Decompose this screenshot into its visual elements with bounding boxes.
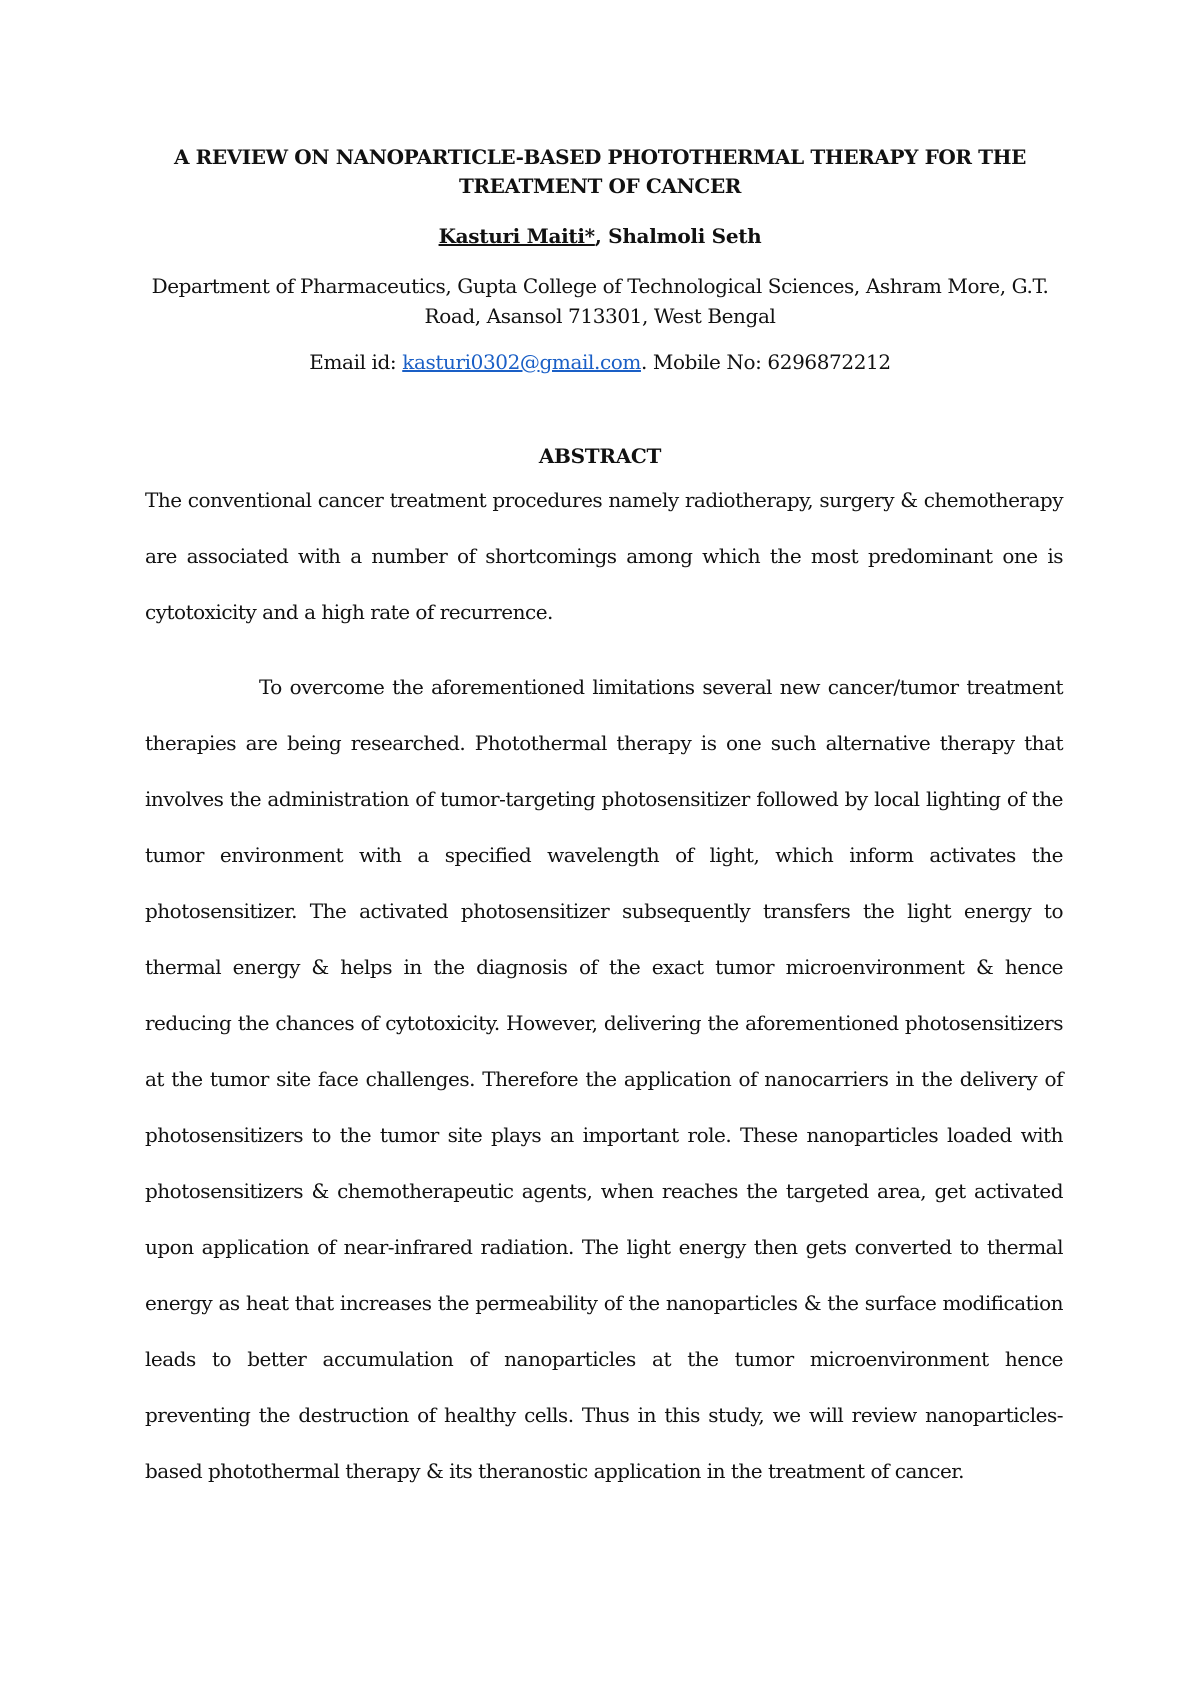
abstract-paragraph-1: The conventional cancer treatment procedures namely radiotherapy, surgery & chemotherapy are associated with a number of shortcomings among which the most predominant one is cytotoxicity and a high rate of recurrence. xyxy=(145,488,1063,624)
email-label: Email id: xyxy=(309,350,403,374)
mobile-info: . Mobile No: 6296872212 xyxy=(640,350,891,374)
paper-title: A REVIEW ON NANOPARTICLE-BASED PHOTOTHERMAL THERAPY FOR THE TREATMENT OF CANCER xyxy=(173,145,1027,198)
coauthor: Shalmoli Seth xyxy=(608,224,762,248)
contact-line xyxy=(130,348,1070,376)
affiliation: Department of Pharmaceutics, Gupta College of Technological Sciences, Ashram More, G.T. Road, Asansol 713301, West Bengal xyxy=(151,274,1049,328)
email-link[interactable]: kasturi0302@gmail.com xyxy=(402,350,641,374)
abstract-heading: ABSTRACT xyxy=(538,444,662,468)
author-line xyxy=(130,222,1070,250)
abstract-paragraph-2: To overcome the aforementioned limitations several new cancer/tumor treatment therapies are being researched. Photothermal therapy is one such alternative therapy that involves the administration of tumor-targeting photosensitizer followed by local lighting of the tumor environment with a specified wavelength of light, which inform activates the photosensitizer. The activated photosensitizer subsequently transfers the light energy to thermal energy & helps in the diagnosis of the exact tumor microenvironment & hence reducing the chances of cytotoxicity. However, delivering the aforementioned photosensitizers at the tumor site face challenges. Therefore the application of nanocarriers in the delivery of photosensitizers to the tumor site plays an important role. These nanoparticles loaded with photosensitizers & chemotherapeutic agents, when reaches the targeted area, get activated upon application of near-infrared radiation. The light energy then gets converted to thermal energy as heat that increases the permeability of the nanoparticles & the surface modification leads to better accumulation of nanoparticles at the tumor microenvironment hence preventing the destruction of healthy cells. Thus in this study, we will review nanoparticles-based photothermal therapy & its theranostic application in the treatment of cancer. xyxy=(145,675,1063,1483)
author-separator: , xyxy=(594,224,609,248)
corresponding-author: Kasturi Maiti* xyxy=(438,224,595,248)
